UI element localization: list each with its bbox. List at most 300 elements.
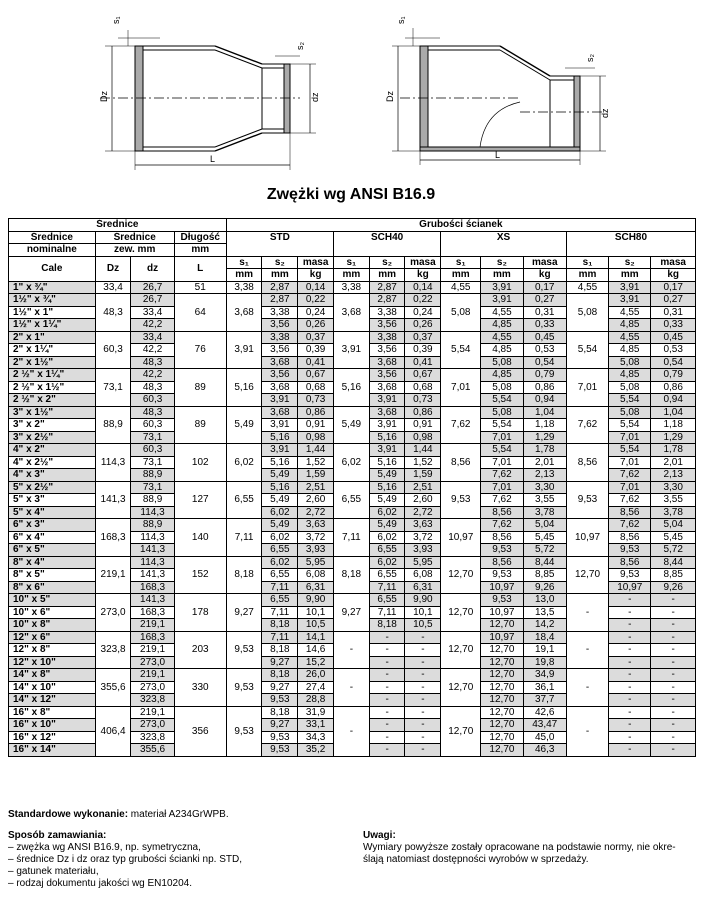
sch80-mass-cell: 2,13 — [651, 469, 696, 482]
sch40-s1-cell: 3,68 — [333, 294, 369, 332]
sch80-s2-cell: 4,85 — [609, 319, 651, 332]
right-s1-label: s₁ — [396, 16, 406, 24]
xs-s2-cell: 3,91 — [481, 294, 523, 307]
header-mm: mm — [226, 269, 262, 282]
xs-mass-cell: 14,2 — [523, 619, 566, 632]
ordering-item: – średnice Dz i dz oraz typ grubości ścianki np. STD, — [8, 854, 242, 865]
length-cell: 178 — [174, 594, 226, 632]
std-mass-cell: 2,51 — [298, 481, 334, 494]
size-cell: 6" x 5" — [9, 544, 96, 557]
dz-outer-cell: 33,4 — [95, 281, 131, 294]
sch80-s1-cell: - — [566, 669, 608, 707]
xs-mass-cell: 0,27 — [523, 294, 566, 307]
dz-inner-cell: 60,3 — [131, 394, 174, 407]
std-s1-cell: 9,53 — [226, 706, 262, 756]
std-s2-cell: 6,02 — [262, 556, 298, 569]
xs-s2-cell: 5,54 — [481, 419, 523, 432]
xs-s1-cell: 12,70 — [441, 669, 481, 707]
sch40-mass-cell: 0,73 — [405, 394, 441, 407]
std-mass-cell: 35,2 — [298, 744, 334, 757]
size-cell: 12" x 6" — [9, 631, 96, 644]
size-cell: 3" x 2½" — [9, 431, 96, 444]
sch80-s2-cell: 8,56 — [609, 531, 651, 544]
xs-mass-cell: 0,86 — [523, 381, 566, 394]
sch40-mass-cell: 9,90 — [405, 594, 441, 607]
sch80-s2-cell: 5,54 — [609, 419, 651, 432]
dz-inner-cell: 168,3 — [131, 606, 174, 619]
std-mass-cell: 31,9 — [298, 706, 334, 719]
sch80-mass-cell: - — [651, 719, 696, 732]
header-mm: mm — [481, 269, 523, 282]
sch40-mass-cell: - — [405, 644, 441, 657]
sch40-s2-cell: 7,11 — [369, 606, 405, 619]
xs-mass-cell: 43,47 — [523, 719, 566, 732]
size-cell: 12" x 8" — [9, 644, 96, 657]
dz-inner-cell: 26,7 — [131, 294, 174, 307]
size-cell: 3" x 2" — [9, 419, 96, 432]
dz-inner-cell: 88,9 — [131, 494, 174, 507]
sch40-s2-cell: 3,38 — [369, 306, 405, 319]
std-mass-cell: 15,2 — [298, 656, 334, 669]
sch80-mass-cell: 8,85 — [651, 569, 696, 582]
sch40-s2-cell: 3,91 — [369, 394, 405, 407]
table-row — [9, 631, 696, 644]
std-mass-cell: 0,67 — [298, 369, 334, 382]
std-mass-cell: 2,60 — [298, 494, 334, 507]
std-mass-cell: 3,72 — [298, 531, 334, 544]
dz-outer-cell: 168,3 — [95, 519, 131, 557]
sch40-s2-cell: - — [369, 744, 405, 757]
sch80-mass-cell: 5,04 — [651, 519, 696, 532]
size-cell: 14" x 10" — [9, 681, 96, 694]
xs-s2-cell: 12,70 — [481, 744, 523, 757]
table-row — [9, 369, 696, 382]
sch80-s2-cell: 4,85 — [609, 344, 651, 357]
sch80-mass-cell: - — [651, 681, 696, 694]
sch40-s1-cell: - — [333, 631, 369, 669]
dz-inner-cell: 33,4 — [131, 306, 174, 319]
std-s2-cell: 3,38 — [262, 331, 298, 344]
std-s1-cell: 9,27 — [226, 594, 262, 632]
dz-inner-cell: 168,3 — [131, 581, 174, 594]
dz-inner-cell: 141,3 — [131, 594, 174, 607]
length-cell: 89 — [174, 369, 226, 407]
sch80-s1-cell: 7,62 — [566, 406, 608, 444]
sch40-mass-cell: 3,93 — [405, 544, 441, 557]
xs-s1-cell: 10,97 — [441, 519, 481, 557]
dz-inner-cell: 42,2 — [131, 344, 174, 357]
header-dlugosc: Długość — [174, 231, 226, 244]
sch40-mass-cell: 0,37 — [405, 331, 441, 344]
size-cell: 8" x 4" — [9, 556, 96, 569]
sch80-mass-cell: 5,72 — [651, 544, 696, 557]
sch80-mass-cell: - — [651, 644, 696, 657]
std-mass-cell: 0,37 — [298, 331, 334, 344]
dz-inner-cell: 88,9 — [131, 469, 174, 482]
std-s2-cell: 5,16 — [262, 456, 298, 469]
sch40-mass-cell: 0,26 — [405, 319, 441, 332]
table-row — [9, 481, 696, 494]
std-mass-cell: 26,0 — [298, 669, 334, 682]
length-cell: 203 — [174, 631, 226, 669]
size-cell: 2" x 1½" — [9, 356, 96, 369]
xs-mass-cell: 8,44 — [523, 556, 566, 569]
xs-mass-cell: 0,79 — [523, 369, 566, 382]
sch80-mass-cell: 5,45 — [651, 531, 696, 544]
header-kg: kg — [405, 269, 441, 282]
sch40-s2-cell: 3,91 — [369, 444, 405, 457]
sch40-s2-cell: 5,49 — [369, 494, 405, 507]
sch80-mass-cell: 0,33 — [651, 319, 696, 332]
size-cell: 4" x 2½" — [9, 456, 96, 469]
std-s2-cell: 5,16 — [262, 481, 298, 494]
xs-s2-cell: 10,97 — [481, 606, 523, 619]
sch40-s2-cell: - — [369, 631, 405, 644]
right-dz-inner-label: dz — [600, 108, 610, 118]
left-dz-outer-label: Dz — [99, 91, 109, 102]
xs-mass-cell: 1,18 — [523, 419, 566, 432]
table-row — [9, 331, 696, 344]
xs-mass-cell: 0,33 — [523, 319, 566, 332]
sch40-mass-cell: 0,91 — [405, 419, 441, 432]
sch80-mass-cell: - — [651, 706, 696, 719]
sch80-mass-cell: 3,55 — [651, 494, 696, 507]
dz-inner-cell: 219,1 — [131, 619, 174, 632]
sch40-mass-cell: - — [405, 631, 441, 644]
sch40-mass-cell: 0,14 — [405, 281, 441, 294]
size-cell: 1½" x 1" — [9, 306, 96, 319]
dz-inner-cell: 168,3 — [131, 631, 174, 644]
sch80-mass-cell: 9,26 — [651, 581, 696, 594]
header-s1: s₁ — [226, 256, 262, 269]
xs-s1-cell: 9,53 — [441, 481, 481, 519]
ordering-section — [8, 830, 242, 890]
std-s2-cell: 3,56 — [262, 344, 298, 357]
dz-inner-cell: 33,4 — [131, 331, 174, 344]
xs-s2-cell: 5,08 — [481, 406, 523, 419]
length-cell: 127 — [174, 481, 226, 519]
dz-inner-cell: 42,2 — [131, 319, 174, 332]
std-s2-cell: 3,68 — [262, 381, 298, 394]
std-mass-cell: 9,90 — [298, 594, 334, 607]
size-cell: 16" x 12" — [9, 731, 96, 744]
dz-inner-cell: 48,3 — [131, 406, 174, 419]
header-cale: Cale — [9, 256, 96, 281]
sch40-s2-cell: 6,55 — [369, 569, 405, 582]
standard-note: Standardowe wykonanie: materiał A234GrWPB. — [8, 809, 229, 820]
std-s1-cell: 9,53 — [226, 669, 262, 707]
size-cell: 2" x 1¼" — [9, 344, 96, 357]
sch80-s2-cell: 4,55 — [609, 306, 651, 319]
std-mass-cell: 28,8 — [298, 694, 334, 707]
std-s2-cell: 9,53 — [262, 744, 298, 757]
xs-s2-cell: 7,62 — [481, 519, 523, 532]
sch40-s2-cell: 6,55 — [369, 544, 405, 557]
xs-s1-cell: 4,55 — [441, 281, 481, 294]
sch40-s2-cell: - — [369, 731, 405, 744]
sch40-mass-cell: 3,63 — [405, 519, 441, 532]
sch80-s2-cell: - — [609, 681, 651, 694]
sch40-s2-cell: - — [369, 706, 405, 719]
size-cell: 12" x 10" — [9, 656, 96, 669]
sch80-s2-cell: 5,54 — [609, 444, 651, 457]
xs-mass-cell: 42,6 — [523, 706, 566, 719]
sch80-mass-cell: 1,04 — [651, 406, 696, 419]
xs-mass-cell: 5,45 — [523, 531, 566, 544]
xs-s1-cell: 12,70 — [441, 631, 481, 669]
dz-inner-cell: 141,3 — [131, 544, 174, 557]
xs-s2-cell: 12,70 — [481, 694, 523, 707]
xs-s2-cell: 7,01 — [481, 431, 523, 444]
std-mass-cell: 5,95 — [298, 556, 334, 569]
std-s2-cell: 3,68 — [262, 356, 298, 369]
remarks-line: ślają natomiast dostępności wyrobów w sprzedaży. — [363, 854, 589, 865]
sch40-s2-cell: 2,87 — [369, 294, 405, 307]
std-s1-cell: 3,68 — [226, 294, 262, 332]
header-nominalne: nominalne — [9, 244, 96, 257]
sch40-s2-cell: - — [369, 694, 405, 707]
std-s2-cell: 8,18 — [262, 669, 298, 682]
sch40-s2-cell: 3,68 — [369, 406, 405, 419]
std-s2-cell: 7,11 — [262, 631, 298, 644]
std-mass-cell: 2,72 — [298, 506, 334, 519]
sch40-mass-cell: - — [405, 706, 441, 719]
std-mass-cell: 0,26 — [298, 319, 334, 332]
dz-inner-cell: 323,8 — [131, 731, 174, 744]
right-L-label: L — [495, 150, 501, 160]
sch80-mass-cell: 1,29 — [651, 431, 696, 444]
std-s1-cell: 5,49 — [226, 406, 262, 444]
sch40-mass-cell: 1,52 — [405, 456, 441, 469]
sch80-mass-cell: 0,17 — [651, 281, 696, 294]
header-srednice-nominalne: Średnice — [9, 231, 96, 244]
header-srednice: Średnice — [9, 219, 227, 232]
std-mass-cell: 0,68 — [298, 381, 334, 394]
std-mass-cell: 0,14 — [298, 281, 334, 294]
sch40-s2-cell: 3,56 — [369, 369, 405, 382]
xs-s1-cell: 12,70 — [441, 706, 481, 756]
sch80-s2-cell: 7,62 — [609, 469, 651, 482]
dz-inner-cell: 60,3 — [131, 444, 174, 457]
xs-mass-cell: 0,45 — [523, 331, 566, 344]
header-srednice-zew: Średnice — [95, 231, 174, 244]
ordering-item: – rodzaj dokumentu jakości wg EN10204. — [8, 878, 192, 889]
std-mass-cell: 33,1 — [298, 719, 334, 732]
sch40-s2-cell: 3,38 — [369, 331, 405, 344]
sch80-mass-cell: - — [651, 619, 696, 632]
sch40-mass-cell: 1,59 — [405, 469, 441, 482]
sch40-mass-cell: 0,41 — [405, 356, 441, 369]
std-s1-cell: 6,55 — [226, 481, 262, 519]
ordering-item: – zwężka wg ANSI B16.9, np. symetryczna, — [8, 842, 201, 853]
sch40-s1-cell: 9,27 — [333, 594, 369, 632]
size-cell: 10" x 5" — [9, 594, 96, 607]
xs-s2-cell: 12,70 — [481, 669, 523, 682]
sch40-mass-cell: - — [405, 681, 441, 694]
xs-s1-cell: 7,01 — [441, 369, 481, 407]
std-mass-cell: 3,63 — [298, 519, 334, 532]
std-mass-cell: 0,22 — [298, 294, 334, 307]
length-cell: 51 — [174, 281, 226, 294]
std-s1-cell: 9,53 — [226, 631, 262, 669]
xs-s2-cell: 5,54 — [481, 444, 523, 457]
std-s2-cell: 3,56 — [262, 319, 298, 332]
sch40-s2-cell: 5,49 — [369, 469, 405, 482]
xs-s2-cell: 12,70 — [481, 656, 523, 669]
dz-outer-cell: 355,6 — [95, 669, 131, 707]
sch40-mass-cell: 1,44 — [405, 444, 441, 457]
std-s2-cell: 6,55 — [262, 544, 298, 557]
xs-s2-cell: 5,54 — [481, 394, 523, 407]
dz-inner-cell: 42,2 — [131, 369, 174, 382]
xs-mass-cell: 37,7 — [523, 694, 566, 707]
sch80-s1-cell: 7,01 — [566, 369, 608, 407]
std-s2-cell: 6,55 — [262, 569, 298, 582]
std-mass-cell: 0,39 — [298, 344, 334, 357]
sch40-s2-cell: 2,87 — [369, 281, 405, 294]
dz-inner-cell: 219,1 — [131, 706, 174, 719]
xs-s2-cell: 12,70 — [481, 619, 523, 632]
std-mass-cell: 14,1 — [298, 631, 334, 644]
reducer-spec-table — [8, 218, 696, 757]
length-cell: 64 — [174, 294, 226, 332]
std-s2-cell: 9,53 — [262, 731, 298, 744]
sch80-s2-cell: 10,97 — [609, 581, 651, 594]
dz-inner-cell: 141,3 — [131, 569, 174, 582]
sch80-s2-cell: - — [609, 744, 651, 757]
std-s2-cell: 6,02 — [262, 531, 298, 544]
std-mass-cell: 6,31 — [298, 581, 334, 594]
size-cell: 8" x 5" — [9, 569, 96, 582]
std-mass-cell: 0,41 — [298, 356, 334, 369]
std-s2-cell: 7,11 — [262, 581, 298, 594]
size-cell: 2" x 1" — [9, 331, 96, 344]
sch40-mass-cell: 3,72 — [405, 531, 441, 544]
xs-mass-cell: 0,17 — [523, 281, 566, 294]
std-s2-cell: 6,02 — [262, 506, 298, 519]
dz-outer-cell: 219,1 — [95, 556, 131, 594]
dz-inner-cell: 48,3 — [131, 356, 174, 369]
table-row — [9, 444, 696, 457]
sch40-s2-cell: 5,49 — [369, 519, 405, 532]
sch40-mass-cell: 0,24 — [405, 306, 441, 319]
sch40-mass-cell: 6,31 — [405, 581, 441, 594]
sch80-mass-cell: 0,54 — [651, 356, 696, 369]
header-grubosci: Grubości ścianek — [226, 219, 695, 232]
sch80-s2-cell: 7,01 — [609, 456, 651, 469]
sch80-s2-cell: 4,85 — [609, 369, 651, 382]
table-row — [9, 406, 696, 419]
size-cell: 8" x 6" — [9, 581, 96, 594]
xs-mass-cell: 1,29 — [523, 431, 566, 444]
sch40-s2-cell: 3,68 — [369, 381, 405, 394]
sch40-mass-cell: 2,51 — [405, 481, 441, 494]
std-s2-cell: 3,38 — [262, 306, 298, 319]
xs-mass-cell: 1,78 — [523, 444, 566, 457]
size-cell: 1½" x ¾" — [9, 294, 96, 307]
dz-inner-cell: 355,6 — [131, 744, 174, 757]
xs-mass-cell: 18,4 — [523, 631, 566, 644]
size-cell: 10" x 8" — [9, 619, 96, 632]
length-cell: 140 — [174, 519, 226, 557]
sch40-s1-cell: 3,38 — [333, 281, 369, 294]
sch40-mass-cell: 0,68 — [405, 381, 441, 394]
xs-mass-cell: 36,1 — [523, 681, 566, 694]
sch40-mass-cell: - — [405, 719, 441, 732]
sch40-s1-cell: 5,49 — [333, 406, 369, 444]
table-row — [9, 594, 696, 607]
dz-inner-cell: 323,8 — [131, 694, 174, 707]
sch40-s2-cell: - — [369, 669, 405, 682]
size-cell: 5" x 4" — [9, 506, 96, 519]
sch80-s1-cell: 5,08 — [566, 294, 608, 332]
header-std: STD — [226, 231, 333, 256]
sch80-s1-cell: - — [566, 631, 608, 669]
std-s2-cell: 2,87 — [262, 294, 298, 307]
size-cell: 2 ½" x 2" — [9, 394, 96, 407]
sch40-mass-cell: 10,5 — [405, 619, 441, 632]
header-sch80: SCH80 — [566, 231, 695, 256]
header-mm: mm — [441, 269, 481, 282]
sch80-s1-cell: 4,55 — [566, 281, 608, 294]
header-s2: s₂ — [369, 256, 405, 269]
dz-inner-cell: 219,1 — [131, 669, 174, 682]
left-s1-label: s₁ — [111, 16, 121, 24]
std-s2-cell: 5,49 — [262, 494, 298, 507]
xs-mass-cell: 2,13 — [523, 469, 566, 482]
xs-s2-cell: 8,56 — [481, 506, 523, 519]
sch40-s2-cell: 5,16 — [369, 431, 405, 444]
dz-outer-cell: 60,3 — [95, 331, 131, 369]
sch40-s2-cell: 3,91 — [369, 419, 405, 432]
std-mass-cell: 0,91 — [298, 419, 334, 432]
dz-inner-cell: 114,3 — [131, 506, 174, 519]
sch40-s2-cell: 3,68 — [369, 356, 405, 369]
sch40-s2-cell: 7,11 — [369, 581, 405, 594]
header-sch40: SCH40 — [333, 231, 440, 256]
sch80-s2-cell: - — [609, 606, 651, 619]
sch40-s2-cell: 3,56 — [369, 319, 405, 332]
eccentric-reducer-drawing — [392, 28, 606, 165]
sch80-mass-cell: 0,79 — [651, 369, 696, 382]
header-kg: kg — [651, 269, 696, 282]
sch40-s1-cell: - — [333, 706, 369, 756]
dz-inner-cell: 48,3 — [131, 381, 174, 394]
remarks-heading: Uwagi: — [363, 830, 396, 841]
size-cell: 14" x 12" — [9, 694, 96, 707]
std-mass-cell: 0,86 — [298, 406, 334, 419]
sch40-s2-cell: - — [369, 644, 405, 657]
dz-inner-cell: 73,1 — [131, 481, 174, 494]
sch80-s2-cell: 8,56 — [609, 506, 651, 519]
xs-mass-cell: 0,31 — [523, 306, 566, 319]
sch80-s1-cell: 5,54 — [566, 331, 608, 369]
dz-outer-cell: 73,1 — [95, 369, 131, 407]
std-s2-cell: 8,18 — [262, 644, 298, 657]
xs-s2-cell: 12,70 — [481, 731, 523, 744]
std-mass-cell: 27,4 — [298, 681, 334, 694]
sch80-s1-cell: 9,53 — [566, 481, 608, 519]
sch80-s2-cell: - — [609, 694, 651, 707]
sch80-mass-cell: 8,44 — [651, 556, 696, 569]
length-cell: 356 — [174, 706, 226, 756]
dz-outer-cell: 273,0 — [95, 594, 131, 632]
std-s2-cell: 7,11 — [262, 606, 298, 619]
length-cell: 102 — [174, 444, 226, 482]
dz-inner-cell: 73,1 — [131, 431, 174, 444]
size-cell: 2 ½" x 1½" — [9, 381, 96, 394]
sch80-s2-cell: - — [609, 644, 651, 657]
